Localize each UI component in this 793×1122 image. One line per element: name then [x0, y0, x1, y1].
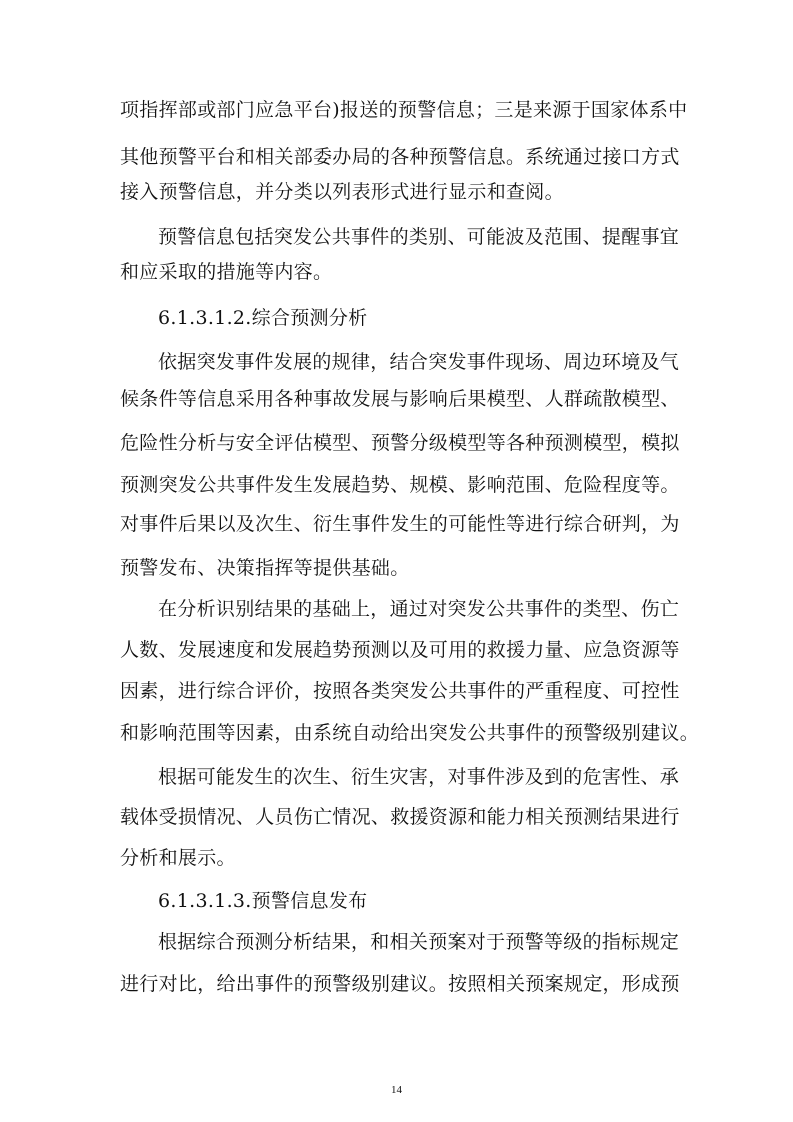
body-text-line: 预警发布、决策指挥等提供基础。	[120, 557, 410, 579]
body-text-line: 危险性分析与安全评估模型、预警分级模型等各种预测模型，模拟	[120, 432, 680, 454]
body-text-line: 和影响范围等因素，由系统自动给出突发公共事件的预警级别建议。	[120, 722, 700, 744]
body-text-line: 项指挥部或部门应急平台)报送的预警信息；三是来源于国家体系中	[120, 99, 688, 121]
body-text-line: 载体受损情况、人员伤亡情况、救援资源和能力相关预测结果进行	[120, 806, 680, 828]
body-text-line: 候条件等信息采用各种事故发展与影响后果模型、人群疏散模型、	[120, 388, 680, 410]
body-text-line: 接入预警信息，并分类以列表形式进行显示和查阅。	[120, 181, 564, 203]
body-text-line: 人数、发展速度和发展趋势预测以及可用的救援力量、应急资源等	[120, 639, 680, 661]
body-text-line: 和应采取的措施等内容。	[120, 261, 333, 283]
body-text-line: 预测突发公共事件发生发展趋势、规模、影响范围、危险程度等。	[120, 474, 680, 496]
paragraph-first-line: 根据可能发生的次生、衍生灾害，对事件涉及到的危害性、承	[158, 766, 680, 788]
paragraph-first-line: 依据突发事件发展的规律，结合突发事件现场、周边环境及气	[158, 351, 680, 373]
page-number: 14	[391, 1084, 402, 1096]
body-text-line: 其他预警平台和相关部委办局的各种预警信息。系统通过接口方式	[120, 146, 680, 168]
paragraph-first-line: 预警信息包括突发公共事件的类别、可能波及范围、提醒事宜	[158, 226, 680, 248]
paragraph-first-line: 在分析识别结果的基础上，通过对突发公共事件的类型、伤亡	[158, 598, 680, 620]
body-text-line: 因素，进行综合评价，按照各类突发公共事件的严重程度、可控性	[120, 680, 680, 702]
paragraph-first-line: 根据综合预测分析结果，和相关预案对于预警等级的指标规定	[158, 931, 680, 953]
body-text-line: 对事件后果以及次生、衍生事件发生的可能性等进行综合研判，为	[120, 513, 680, 535]
section-heading: 6.1.3.1.3.预警信息发布	[158, 890, 368, 912]
body-text-line: 分析和展示。	[120, 847, 236, 869]
body-text-line: 进行对比，给出事件的预警级别建议。按照相关预案规定，形成预	[120, 973, 680, 995]
section-heading: 6.1.3.1.2.综合预测分析	[158, 307, 368, 329]
